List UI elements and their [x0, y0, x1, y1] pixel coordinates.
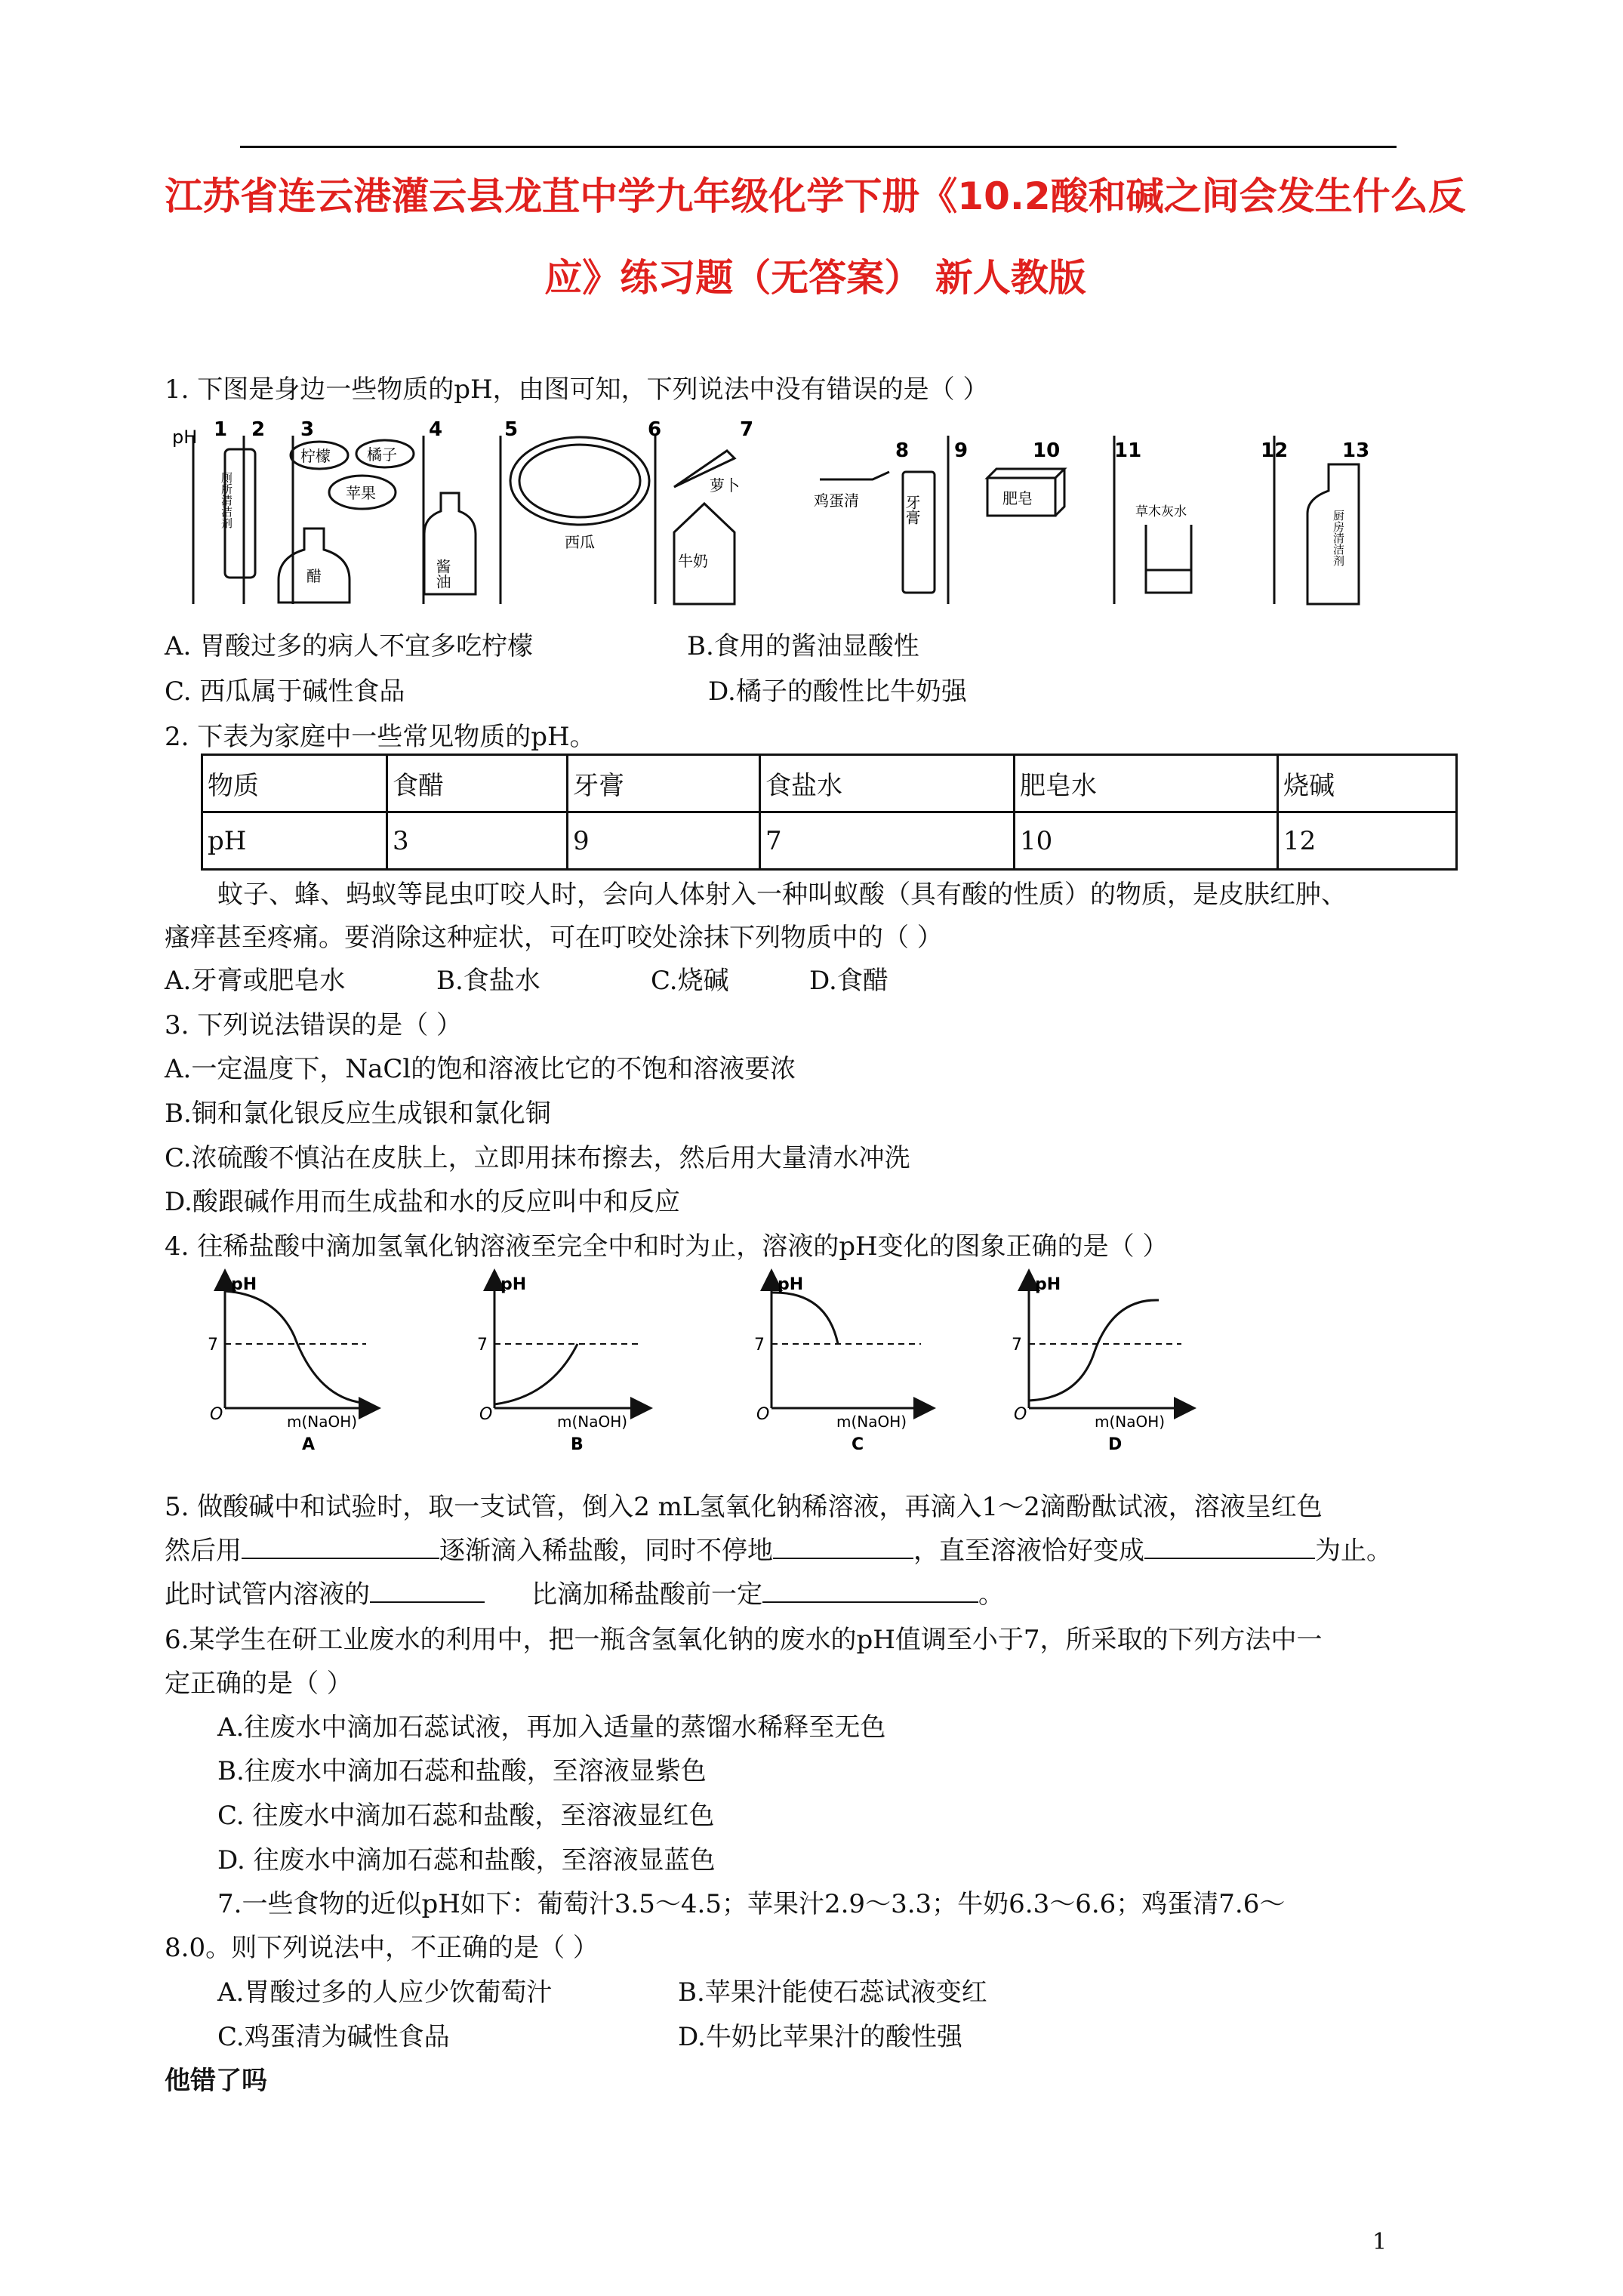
vinegar-label: 醋: [306, 567, 322, 585]
graph-d-origin: O: [1014, 1405, 1027, 1424]
ph-table-cell: 12: [1278, 812, 1457, 870]
q7-option-a: A.胃酸过多的人应少饮葡萄汁: [217, 1977, 553, 2008]
cleaner-label: 厕所清洁剂: [220, 472, 233, 529]
ph-table-cell: 物质: [202, 755, 387, 812]
graph-a-tick7: 7: [208, 1336, 218, 1354]
header-rule: [240, 146, 1397, 148]
graph-b-label: B: [571, 1435, 584, 1450]
q1-option-a: A. 胃酸过多的病人不宜多吃柠檬: [165, 631, 534, 661]
graph-b-ylabel: pH: [500, 1275, 527, 1294]
ph-num-9: 9: [954, 439, 969, 462]
q2-paragraph-2: 瘙痒甚至疼痛。要消除这种症状，可在叮咬处涂抹下列物质中的（ ）: [165, 923, 943, 953]
graph-a-xlabel: m(NaOH): [287, 1413, 358, 1431]
ph-num-8: 8: [895, 439, 910, 462]
q5-text: ，直至溶液恰好变成: [913, 1536, 1144, 1566]
ph-table-cell: 食盐水: [760, 755, 1015, 812]
q3-stem: 3. 下列说法错误的是（ ）: [165, 1010, 463, 1040]
ph-num-10: 10: [1033, 439, 1061, 462]
soap-label: 肥皂: [1002, 489, 1033, 507]
q5-blank-3[interactable]: [1144, 1535, 1315, 1559]
q5-line-1: 5. 做酸碱中和试验时，取一支试管，倒入2 mL氢氧化钠稀溶液，再滴入1～2滴酚酞试液，溶液呈红色: [165, 1492, 1323, 1522]
ph-table-cell: 9: [568, 812, 760, 870]
q1-option-b: B.食用的酱油显酸性: [687, 631, 919, 661]
graph-d-xlabel: m(NaOH): [1095, 1413, 1166, 1431]
q6-option-a: A.往废水中滴加石蕊试液，再加入适量的蒸馏水稀释至无色: [217, 1712, 886, 1743]
ph-table-value-row: [202, 812, 1457, 870]
footer-note: 他错了吗: [165, 2066, 267, 2096]
q5-text: 。: [978, 1579, 1004, 1610]
ph-table: [201, 754, 1458, 871]
graph-d-tick7: 7: [1012, 1336, 1022, 1354]
ph-table-cell: 食醋: [387, 755, 568, 812]
q7-line-2: 8.0。则下列说法中，不正确的是（ ）: [165, 1933, 599, 1963]
q6-option-d: D. 往废水中滴加石蕊和盐酸，至溶液显蓝色: [217, 1845, 716, 1875]
q2-paragraph-1: 蚊子、蜂、蚂蚁等昆虫叮咬人时，会向人体射入一种叫蚁酸（具有酸的性质）的物质，是皮肤红肿、: [217, 880, 1347, 910]
graph-b-origin: O: [479, 1405, 493, 1424]
q6-option-c: C. 往废水中滴加石蕊和盐酸，至溶液显红色: [217, 1801, 715, 1831]
ph-scale-figure: [172, 419, 1410, 612]
toothpaste-label: 牙膏: [903, 495, 921, 525]
ph-num-13: 13: [1342, 439, 1370, 462]
q7-line-1: 7.一些食物的近似pH如下：葡萄汁3.5～4.5；苹果汁2.9～3.3；牛奶6.3～6.6；鸡蛋清7.6～: [217, 1889, 1286, 1919]
page-number: 1: [1372, 2229, 1387, 2255]
q1-option-c: C. 西瓜属于碱性食品: [165, 676, 405, 707]
ph-graphs-figure: [204, 1268, 1246, 1450]
q5-text: 然后用: [165, 1536, 242, 1566]
ph-num-3: 3: [300, 419, 315, 441]
graph-b-xlabel: m(NaOH): [557, 1413, 628, 1431]
q5-line-2: [165, 1534, 1392, 1567]
q7-option-d: D.牛奶比苹果汁的酸性强: [678, 2022, 962, 2052]
q5-text: 为止。: [1315, 1536, 1392, 1566]
ph-table-header-row: [202, 755, 1457, 812]
ph-table-cell: 3: [387, 812, 568, 870]
q2-option-b: B.食盐水: [436, 966, 540, 996]
kitchen-label: 厨房清洁剂: [1332, 510, 1345, 566]
graph-c-xlabel: m(NaOH): [836, 1413, 907, 1431]
ph-num-4: 4: [429, 419, 443, 441]
q5-text: 此时试管内溶液的: [165, 1579, 370, 1610]
q6-option-b: B.往废水中滴加石蕊和盐酸，至溶液显紫色: [217, 1756, 707, 1786]
q5-line-3: [165, 1578, 1004, 1611]
milk-label: 牛奶: [678, 552, 708, 570]
q1-stem: 1. 下图是身边一些物质的pH，由图可知，下列说法中没有错误的是（ ）: [165, 374, 989, 405]
q2-option-d: D.食醋: [809, 966, 888, 996]
q5-blank-2[interactable]: [773, 1535, 913, 1559]
q3-option-b: B.铜和氯化银反应生成银和氯化铜: [165, 1099, 551, 1129]
q5-text: 逐渐滴入稀盐酸，同时不停地: [439, 1536, 773, 1566]
q5-blank-5[interactable]: [762, 1579, 978, 1603]
graph-c: [754, 1275, 925, 1450]
ph-table-cell: 肥皂水: [1015, 755, 1278, 812]
graph-c-ylabel: pH: [778, 1275, 804, 1294]
graph-b: [477, 1275, 642, 1450]
q2-option-c: C.烧碱: [651, 966, 729, 996]
ph-num-7: 7: [740, 419, 754, 441]
doc-title-line2: 应》练习题（无答案） 新人教版: [544, 256, 1086, 300]
ph-table-cell: 10: [1015, 812, 1278, 870]
q1-option-d: D.橘子的酸性比牛奶强: [708, 676, 967, 707]
ph-num-6: 6: [648, 419, 662, 441]
egg-label: 鸡蛋清: [814, 492, 859, 510]
graph-d: [1012, 1275, 1185, 1450]
ph-table-cell: 7: [760, 812, 1015, 870]
ph-axis-label: pH: [172, 427, 198, 448]
q6-line-1: 6.某学生在研工业废水的利用中，把一瓶含氢氧化钠的废水的pH值调至小于7，所采取的下列方法中一: [165, 1625, 1323, 1655]
graph-a: [208, 1275, 370, 1450]
graph-c-label: C: [852, 1435, 864, 1450]
q5-blank-1[interactable]: [242, 1535, 439, 1559]
graph-a-label: A: [302, 1435, 316, 1450]
q5-blank-4[interactable]: [370, 1579, 485, 1603]
graph-a-ylabel: pH: [231, 1275, 257, 1294]
orange-label: 橘子: [367, 445, 397, 464]
radish-label: 萝卜: [710, 476, 740, 495]
q7-option-b: B.苹果汁能使石蕊试液变红: [678, 1977, 987, 2008]
q2-stem: 2. 下表为家庭中一些常见物质的pH。: [165, 722, 596, 752]
watermelon-label: 西瓜: [565, 533, 595, 551]
apple-label: 苹果: [346, 484, 376, 502]
ash-label: 草木灰水: [1135, 504, 1187, 519]
ph-table-cell: 烧碱: [1278, 755, 1457, 812]
q3-option-a: A.一定温度下，NaCl的饱和溶液比它的不饱和溶液要浓: [165, 1054, 796, 1084]
graph-c-tick7: 7: [754, 1336, 765, 1354]
graph-d-ylabel: pH: [1035, 1275, 1061, 1294]
graph-d-label: D: [1108, 1435, 1123, 1450]
graph-a-origin: O: [210, 1405, 223, 1424]
ph-table-cell: pH: [202, 812, 387, 870]
q6-line-2: 定正确的是（ ）: [165, 1669, 353, 1699]
ph-num-1: 1: [214, 419, 228, 441]
q4-stem: 4. 往稀盐酸中滴加氢氧化钠溶液至完全中和时为止，溶液的pH变化的图象正确的是（ ）: [165, 1231, 1169, 1262]
ph-num-11: 11: [1114, 439, 1142, 462]
ph-table-cell: 牙膏: [568, 755, 760, 812]
ph-num-12: 12: [1261, 439, 1289, 462]
q3-option-c: C.浓硫酸不慎沾在皮肤上，立即用抹布擦去，然后用大量清水冲洗: [165, 1143, 910, 1173]
q7-option-c: C.鸡蛋清为碱性食品: [217, 2022, 450, 2052]
graph-b-tick7: 7: [477, 1336, 488, 1354]
ph-num-2: 2: [251, 419, 266, 441]
q2-option-a: A.牙膏或肥皂水: [165, 966, 346, 996]
q3-option-d: D.酸跟碱作用而生成盐和水的反应叫中和反应: [165, 1187, 680, 1217]
soy-label: 酱油: [433, 559, 451, 589]
q5-text: 比滴加稀盐酸前一定: [531, 1579, 762, 1610]
graph-c-origin: O: [756, 1405, 770, 1424]
ph-num-5: 5: [504, 419, 519, 441]
lemon-label: 柠檬: [300, 447, 331, 465]
doc-title-line1: 江苏省连云港灌云县龙苴中学九年级化学下册《10.2酸和碱之间会发生什么反: [165, 174, 1466, 218]
